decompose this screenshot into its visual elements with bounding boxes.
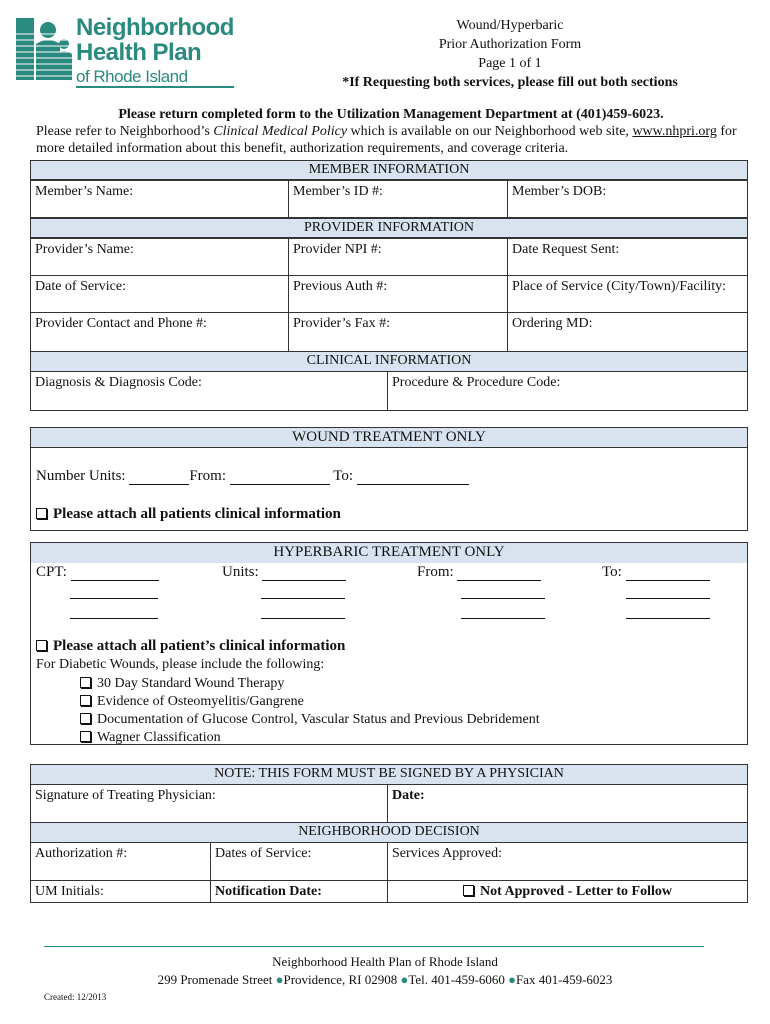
services-approved-field[interactable]: [387, 842, 748, 881]
previous-auth-label: Previous Auth #:: [293, 279, 388, 294]
bullet-icon: ●: [400, 972, 409, 987]
checkbox-icon[interactable]: [36, 640, 47, 651]
bullet-icon: ●: [275, 972, 284, 987]
member-info-header: MEMBER INFORMATION: [30, 160, 748, 180]
provider-name-field[interactable]: [30, 238, 289, 276]
provider-info-header: PROVIDER INFORMATION: [30, 218, 748, 238]
footer-tel: Tel. 401-459-6060: [408, 972, 505, 987]
wound-treatment-header: WOUND TREATMENT ONLY: [30, 427, 748, 448]
physician-note-header: NOTE: THIS FORM MUST BE SIGNED BY A PHYSICIAN: [30, 764, 748, 785]
ordering-md-field[interactable]: [507, 312, 748, 352]
return-instructions: Please return completed form to the Utilization Management Department at (401)459-6023.: [118, 107, 664, 122]
clinical-info-header: CLINICAL INFORMATION: [30, 351, 748, 372]
policy-name: Clinical Medical Policy: [213, 124, 348, 139]
decision-dates-label: Dates of Service:: [215, 846, 312, 861]
member-dob-label: Member’s DOB:: [512, 184, 607, 199]
checkbox-icon[interactable]: [80, 731, 91, 742]
services-approved-label: Services Approved:: [392, 846, 503, 861]
date-request-sent-label: Date Request Sent:: [512, 242, 620, 257]
date-request-sent-field[interactable]: [507, 238, 748, 276]
diagnosis-label: Diagnosis & Diagnosis Code:: [35, 375, 202, 390]
procedure-field[interactable]: [387, 371, 748, 411]
provider-fax-field[interactable]: [288, 312, 508, 352]
logo-line1: Neighborhood: [76, 14, 234, 41]
date-of-service-label: Date of Service:: [35, 279, 126, 294]
to-label: To:: [602, 564, 622, 580]
footer-org: Neighborhood Health Plan of Rhode Island: [272, 954, 498, 969]
member-name-field[interactable]: [30, 180, 289, 218]
form-subtitle: Prior Authorization Form: [438, 37, 582, 52]
ordering-md-label: Ordering MD:: [512, 316, 593, 331]
checkbox-icon[interactable]: [80, 695, 91, 706]
bullet-icon: ●: [508, 972, 517, 987]
form-header: [330, 16, 690, 92]
diabetic-item-label: Wagner Classification: [97, 730, 221, 745]
to-input-3[interactable]: [626, 598, 710, 619]
diabetic-item: [80, 729, 540, 747]
diabetic-item: [80, 711, 540, 729]
policy-text-post: which is available on our Neighborhood web site,: [347, 124, 633, 139]
physician-signature-label: Signature of Treating Physician:: [35, 788, 216, 803]
logo-line2: Health Plan: [76, 39, 202, 66]
diabetic-item-label: Evidence of Osteomyelitis/Gangrene: [97, 694, 304, 709]
diabetic-item: [80, 675, 540, 693]
place-of-service-field[interactable]: [507, 275, 748, 313]
logo-rule: [76, 86, 234, 88]
diabetic-item-label: 30 Day Standard Wound Therapy: [97, 676, 285, 691]
not-approved-label: Not Approved - Letter to Follow: [480, 884, 672, 899]
units-input-3[interactable]: [261, 598, 345, 619]
policy-text-end: for: [716, 124, 737, 139]
units-label: Units:: [222, 564, 259, 580]
logo-line3: of Rhode Island: [76, 67, 188, 86]
from-label: From:: [417, 564, 454, 580]
diabetic-item: [80, 693, 540, 711]
place-of-service-label: Place of Service (City/Town)/Facility:: [512, 279, 727, 294]
provider-contact-label: Provider Contact and Phone #:: [35, 316, 207, 331]
policy-text: [36, 123, 746, 140]
notification-date-label: Notification Date:: [215, 884, 322, 899]
logo: [14, 14, 234, 88]
signature-date-label: Date:: [392, 788, 425, 803]
from-input-2[interactable]: [461, 576, 545, 599]
authorization-number-field[interactable]: [30, 842, 211, 881]
checkbox-icon[interactable]: [36, 508, 47, 519]
member-dob-field[interactable]: [507, 180, 748, 218]
provider-name-label: Provider’s Name:: [35, 242, 134, 257]
previous-auth-field[interactable]: [288, 275, 508, 313]
checkbox-icon[interactable]: [80, 677, 91, 688]
date-of-service-field[interactable]: [30, 275, 289, 313]
family-icon: [14, 14, 74, 88]
diabetic-item-label: Documentation of Glucose Control, Vascular Status and Previous Debridement: [97, 712, 540, 727]
authorization-number-label: Authorization #:: [35, 846, 128, 861]
checkbox-icon[interactable]: [80, 713, 91, 724]
um-initials-field[interactable]: [30, 880, 211, 903]
member-id-label: Member’s ID #:: [293, 184, 383, 199]
website-link[interactable]: www.nhpri.org: [632, 124, 717, 139]
cpt-input-2[interactable]: [70, 576, 158, 599]
diagnosis-field[interactable]: [30, 371, 388, 411]
to-input-2[interactable]: [626, 576, 710, 599]
created-date: Created: 12/2013: [44, 992, 107, 1002]
footer-fax: Fax 401-459-6023: [516, 972, 613, 987]
wound-units-label: Number Units:: [36, 468, 126, 484]
wound-to-label: To:: [333, 468, 354, 484]
cpt-label: CPT:: [36, 564, 67, 580]
page-indicator: Page 1 of 1: [478, 56, 542, 71]
provider-npi-field[interactable]: [288, 238, 508, 276]
um-initials-label: UM Initials:: [35, 884, 104, 899]
header-note: *If Requesting both services, please fill out both sections: [342, 75, 678, 90]
wound-attach-row: [36, 506, 341, 523]
physician-signature-field[interactable]: [30, 784, 388, 823]
wound-units-input[interactable]: [129, 484, 189, 485]
wound-from-input[interactable]: [230, 484, 330, 485]
diabetic-checklist: [80, 675, 540, 747]
provider-fax-label: Provider’s Fax #:: [293, 316, 390, 331]
wound-attach-label: Please attach all patients clinical information: [53, 506, 341, 522]
provider-npi-label: Provider NPI #:: [293, 242, 382, 257]
decision-dates-field[interactable]: [210, 842, 388, 881]
from-input-3[interactable]: [461, 598, 545, 619]
wound-from-label: From:: [189, 468, 227, 484]
procedure-label: Procedure & Procedure Code:: [392, 375, 561, 390]
not-approved-field[interactable]: [387, 880, 748, 903]
footer-street: 299 Promenade Street: [157, 972, 273, 987]
diabetic-instructions: For Diabetic Wounds, please include the following:: [36, 657, 325, 672]
hyperbaric-treatment-header: HYPERBARIC TREATMENT ONLY: [30, 542, 748, 563]
member-name-label: Member’s Name:: [35, 184, 134, 199]
units-input-2[interactable]: [261, 576, 345, 599]
checkbox-icon[interactable]: [463, 885, 474, 896]
policy-text-2: more detailed information about this benefit, authorization requirements, and coverage criteria.: [36, 141, 569, 156]
form-title: Wound/Hyperbaric: [456, 18, 564, 33]
wound-units-row: [36, 468, 469, 485]
footer-city: Providence, RI 02908: [283, 972, 398, 987]
footer-rule: [44, 946, 704, 947]
hyper-attach-label: Please attach all patient’s clinical information: [53, 638, 346, 654]
notification-date-field[interactable]: [210, 880, 388, 903]
hyper-attach-row: [36, 638, 345, 655]
decision-header: NEIGHBORHOOD DECISION: [30, 822, 748, 843]
signature-date-field[interactable]: [387, 784, 748, 823]
member-id-field[interactable]: [288, 180, 508, 218]
provider-contact-field[interactable]: [30, 312, 289, 352]
hyperbaric-entry-grid: [36, 564, 736, 624]
cpt-input-3[interactable]: [70, 598, 158, 619]
policy-text-pre: Please refer to Neighborhood’s: [36, 124, 214, 139]
wound-to-input[interactable]: [357, 484, 469, 485]
footer-address: [0, 970, 770, 990]
intro: [36, 106, 746, 157]
